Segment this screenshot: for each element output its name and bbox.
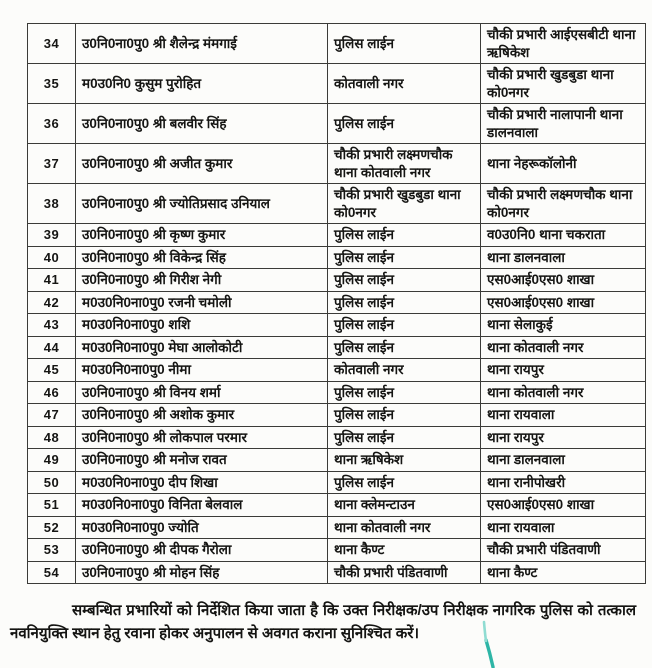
table-row [28,314,646,337]
new-posting-cell: थाना नेहरूकॉलोनी [481,144,646,184]
serial-number-cell: 37 [28,144,76,184]
new-posting-cell: थाना डालनवाला [481,449,646,472]
current-posting-cell: कोतवाली नगर [328,359,481,382]
officer-name-cell: उ0नि0ना0पु0 श्री लोकपाल परमार [76,426,328,449]
current-posting-cell: पुलिस लाईन [328,404,481,427]
serial-number-cell: 45 [28,359,76,382]
police-transfer-table [27,23,646,584]
new-posting-cell: थाना रायवाला [481,404,646,427]
current-posting-cell: पुलिस लाईन [328,24,481,64]
new-posting-cell: चौकी प्रभारी खुडबुडा थाना को0नगर [481,64,646,104]
serial-number-cell: 54 [28,561,76,584]
officer-name-cell: उ0नि0ना0पु0 श्री मनोज रावत [76,449,328,472]
new-posting-cell: चौकी प्रभारी लक्ष्मणचौक थाना को0नगर [481,184,646,224]
officer-name-cell: म0उ0नि0ना0पु0 नीमा [76,359,328,382]
current-posting-cell: पुलिस लाईन [328,314,481,337]
current-posting-cell: थाना कोतवाली नगर [328,516,481,539]
new-posting-cell: थाना डालनवाला [481,246,646,269]
new-posting-cell: चौकी प्रभारी आईएसबीटी थाना ऋषिकेश [481,24,646,64]
new-posting-cell: थाना कोतवाली नगर [481,381,646,404]
new-posting-cell: थाना रायपुर [481,426,646,449]
table-row [28,359,646,382]
serial-number-cell: 51 [28,494,76,517]
serial-number-cell: 53 [28,539,76,562]
officer-name-cell: उ0नि0ना0पु0 श्री विकेन्द्र सिंह [76,246,328,269]
current-posting-cell: पुलिस लाईन [328,381,481,404]
new-posting-cell: थाना सेलाकुई [481,314,646,337]
serial-number-cell: 35 [28,64,76,104]
new-posting-cell: थाना रायपुर [481,359,646,382]
new-posting-cell: थाना कैण्ट [481,561,646,584]
serial-number-cell: 52 [28,516,76,539]
serial-number-cell: 43 [28,314,76,337]
officer-name-cell: उ0नि0ना0पु0 श्री अजीत कुमार [76,144,328,184]
officer-name-cell: म0उ0नि0ना0पु0 रजनी चमोली [76,291,328,314]
new-posting-cell: व0उ0नि0 थाना चकराता [481,224,646,247]
current-posting-cell: पुलिस लाईन [328,104,481,144]
serial-number-cell: 48 [28,426,76,449]
table-row [28,561,646,584]
table-row [28,144,646,184]
table-row [28,246,646,269]
serial-number-cell: 39 [28,224,76,247]
table-row [28,336,646,359]
table-row [28,224,646,247]
officer-name-cell: उ0नि0ना0पु0 श्री विनय शर्मा [76,381,328,404]
new-posting-cell: चौकी प्रभारी नालापानी थाना डालनवाला [481,104,646,144]
officer-name-cell: म0उ0नि0ना0पु0 मेघा आलोकोटी [76,336,328,359]
officer-name-cell: उ0नि0ना0पु0 श्री ज्योतिप्रसाद उनियाल [76,184,328,224]
table-row [28,184,646,224]
serial-number-cell: 47 [28,404,76,427]
table-row [28,471,646,494]
new-posting-cell: एस0आई0एस0 शाखा [481,269,646,292]
table-row [28,64,646,104]
officer-name-cell: उ0नि0ना0पु0 श्री शैलेन्द्र मंमगाई [76,24,328,64]
serial-number-cell: 34 [28,24,76,64]
current-posting-cell: पुलिस लाईन [328,471,481,494]
current-posting-cell: थाना क्लेमन्टाउन [328,494,481,517]
table-row [28,516,646,539]
directive-paragraph: सम्बन्धित प्रभारियों को निर्देशित किया जाता है कि उक्त निरीक्षक/उप निरीक्षक नागरिक पुलिस को तत्काल नवनियुक्ति स्थान हेतु रवाना होकर अनुपालन से अवगत कराना सुनिश्चित करें। [10,602,636,642]
serial-number-cell: 36 [28,104,76,144]
officer-name-cell: उ0नि0ना0पु0 श्री कृष्ण कुमार [76,224,328,247]
current-posting-cell: थाना ऋषिकेश [328,449,481,472]
serial-number-cell: 42 [28,291,76,314]
table-row [28,426,646,449]
officer-name-cell: उ0नि0ना0पु0 श्री बलवीर सिंह [76,104,328,144]
new-posting-cell: चौकी प्रभारी पंडितवाणी [481,539,646,562]
table-row [28,539,646,562]
current-posting-cell: पुलिस लाईन [328,269,481,292]
officer-name-cell: म0उ0नि0ना0पु0 शशि [76,314,328,337]
current-posting-cell: चौकी प्रभारी खुडबुडा थाना को0नगर [328,184,481,224]
officer-name-cell: म0उ0नि0ना0पु0 ज्योति [76,516,328,539]
table-row [28,24,646,64]
current-posting-cell: पुलिस लाईन [328,336,481,359]
officer-name-cell: म0उ0नि0ना0पु0 विनिता बेलवाल [76,494,328,517]
current-posting-cell: थाना कैण्ट [328,539,481,562]
table-row [28,381,646,404]
officer-name-cell: उ0नि0ना0पु0 श्री दीपक गैरोला [76,539,328,562]
table-row [28,104,646,144]
current-posting-cell: कोतवाली नगर [328,64,481,104]
new-posting-cell: थाना रानीपोखरी [481,471,646,494]
serial-number-cell: 44 [28,336,76,359]
officer-name-cell: उ0नि0ना0पु0 श्री अशोक कुमार [76,404,328,427]
officer-name-cell: उ0नि0ना0पु0 श्री गिरीश नेगी [76,269,328,292]
current-posting-cell: पुलिस लाईन [328,246,481,269]
serial-number-cell: 38 [28,184,76,224]
table-row [28,404,646,427]
table-row [28,291,646,314]
current-posting-cell: पुलिस लाईन [328,224,481,247]
serial-number-cell: 40 [28,246,76,269]
current-posting-cell: पुलिस लाईन [328,291,481,314]
current-posting-cell: चौकी प्रभारी पंडितवाणी [328,561,481,584]
serial-number-cell: 49 [28,449,76,472]
officer-name-cell: उ0नि0ना0पु0 श्री मोहन सिंह [76,561,328,584]
current-posting-cell: पुलिस लाईन [328,426,481,449]
current-posting-cell: चौकी प्रभारी लक्ष्मणचौक थाना कोतवाली नगर [328,144,481,184]
serial-number-cell: 50 [28,471,76,494]
new-posting-cell: एस0आई0एस0 शाखा [481,494,646,517]
officer-name-cell: म0उ0नि0ना0पु0 दीप शिखा [76,471,328,494]
new-posting-cell: एस0आई0एस0 शाखा [481,291,646,314]
new-posting-cell: थाना रायवाला [481,516,646,539]
officer-name-cell: म0उ0नि0 कुसुम पुरोहित [76,64,328,104]
table-row [28,449,646,472]
table-row [28,269,646,292]
transfer-table-body [28,24,646,584]
serial-number-cell: 41 [28,269,76,292]
serial-number-cell: 46 [28,381,76,404]
new-posting-cell: थाना कोतवाली नगर [481,336,646,359]
table-row [28,494,646,517]
